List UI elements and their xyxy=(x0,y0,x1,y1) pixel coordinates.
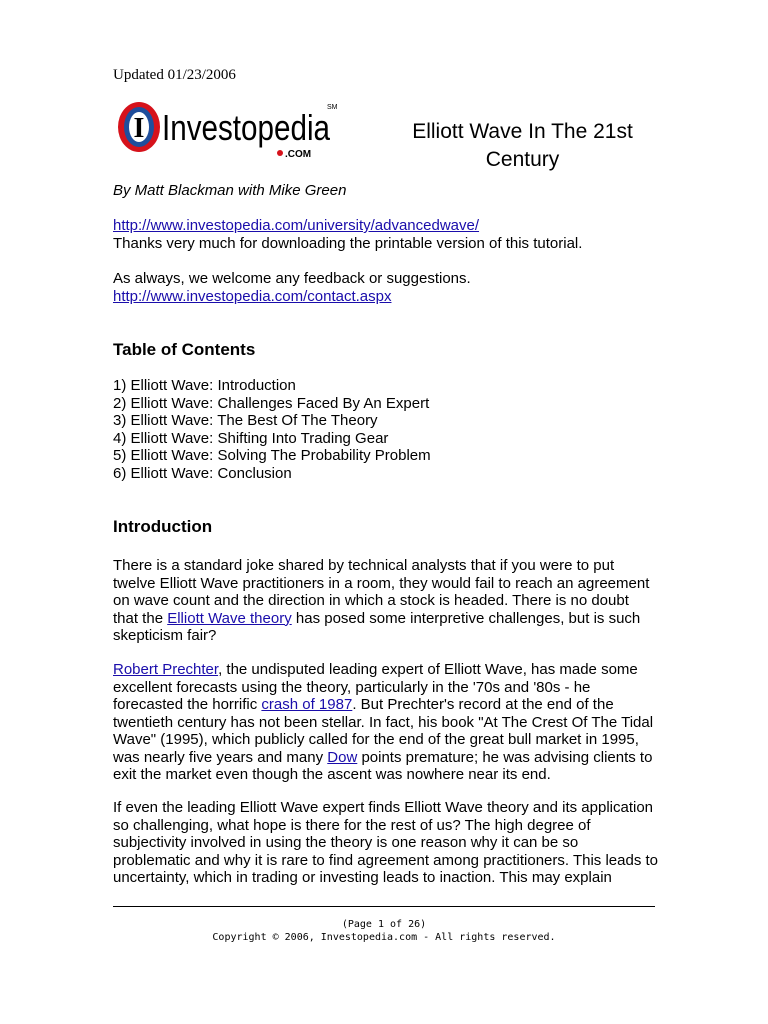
toc-item: 4) Elliott Wave: Shifting Into Trading Gear xyxy=(113,429,389,447)
page-footer xyxy=(113,918,655,944)
intro-paragraph-1: There is a standard joke shared by technical analysts that if you were to put twelve Elliott Wave practitioners in a room, they would fail to reach an agreement on wave count and the direction in which a stock is headed. There is no doubt that the Elliott Wave theory has posed some interpretive challenges, but is such skepticism fair? xyxy=(113,557,650,644)
copyright: Copyright © 2006, Investopedia.com - All rights reserved. xyxy=(212,932,556,943)
document-title: Elliott Wave In The 21st Century xyxy=(412,120,633,171)
toc-heading: Table of Contents xyxy=(113,340,256,359)
toc-item: 3) Elliott Wave: The Best Of The Theory xyxy=(113,412,378,429)
elliott-wave-theory-link[interactable]: Elliott Wave theory xyxy=(167,609,292,627)
page-number: (Page 1 of 26) xyxy=(341,919,427,930)
toc-item: 5) Elliott Wave: Solving The Probability Problem xyxy=(113,447,431,464)
toc-item: 2) Elliott Wave: Challenges Faced By An Expert xyxy=(113,394,430,412)
logo-brand: Investopedia xyxy=(162,107,331,148)
updated-date: Updated 01/23/2006 xyxy=(113,67,236,83)
logo-service-mark: SM xyxy=(327,104,338,111)
toc-item: 1) Elliott Wave: Introduction xyxy=(113,377,296,394)
investopedia-logo xyxy=(117,100,345,162)
toc-item: 6) Elliott Wave: Conclusion xyxy=(113,464,292,482)
crash-1987-link[interactable]: crash of 1987 xyxy=(261,696,353,713)
tutorial-link[interactable]: http://www.investopedia.com/university/advancedwave/ xyxy=(113,217,480,234)
logo-initial: I xyxy=(133,113,145,144)
intro-paragraph-2: Robert Prechter, the undisputed leading expert of Elliott Wave, has made some excellent forecasts using the theory, particularly in the '70s and '80s - he forecasted the horrific crash of 1987. But Prechter's record at the end of the twentieth century has not been stellar. In fact, his book "At The Crest Of The Tidal Wave" (1995), which publicly called for the end of the great bull market in 1995, was nearly five years and many Dow points premature; he was advising clients to exit the market even though the ascent was nowhere near its end. xyxy=(113,661,654,783)
intro-links xyxy=(113,217,658,252)
table-of-contents xyxy=(113,377,658,482)
contact-link[interactable]: http://www.investopedia.com/contact.aspx xyxy=(113,287,392,305)
footer-divider xyxy=(113,906,655,907)
dow-link[interactable]: Dow xyxy=(327,748,358,766)
introduction-heading: Introduction xyxy=(113,517,213,536)
robert-prechter-link[interactable]: Robert Prechter xyxy=(113,661,219,678)
thanks-text: Thanks very much for downloading the printable version of this tutorial. xyxy=(113,234,583,252)
feedback-block xyxy=(113,270,658,305)
logo-sub: .COM xyxy=(285,149,312,160)
byline: By Matt Blackman with Mike Green xyxy=(113,182,347,199)
intro-paragraph-3: If even the leading Elliott Wave expert finds Elliott Wave theory and its application so challenging, what hope is there for the rest of us? The high degree of subjectivity involved in using the theory is one reason why it can be so problematic and why it is rare to find agreement among practitioners. This leads to uncertainty, which in trading or investing leads to inaction. This may explain xyxy=(113,799,658,886)
welcome-text: As always, we welcome any feedback or suggestions. xyxy=(113,270,471,287)
